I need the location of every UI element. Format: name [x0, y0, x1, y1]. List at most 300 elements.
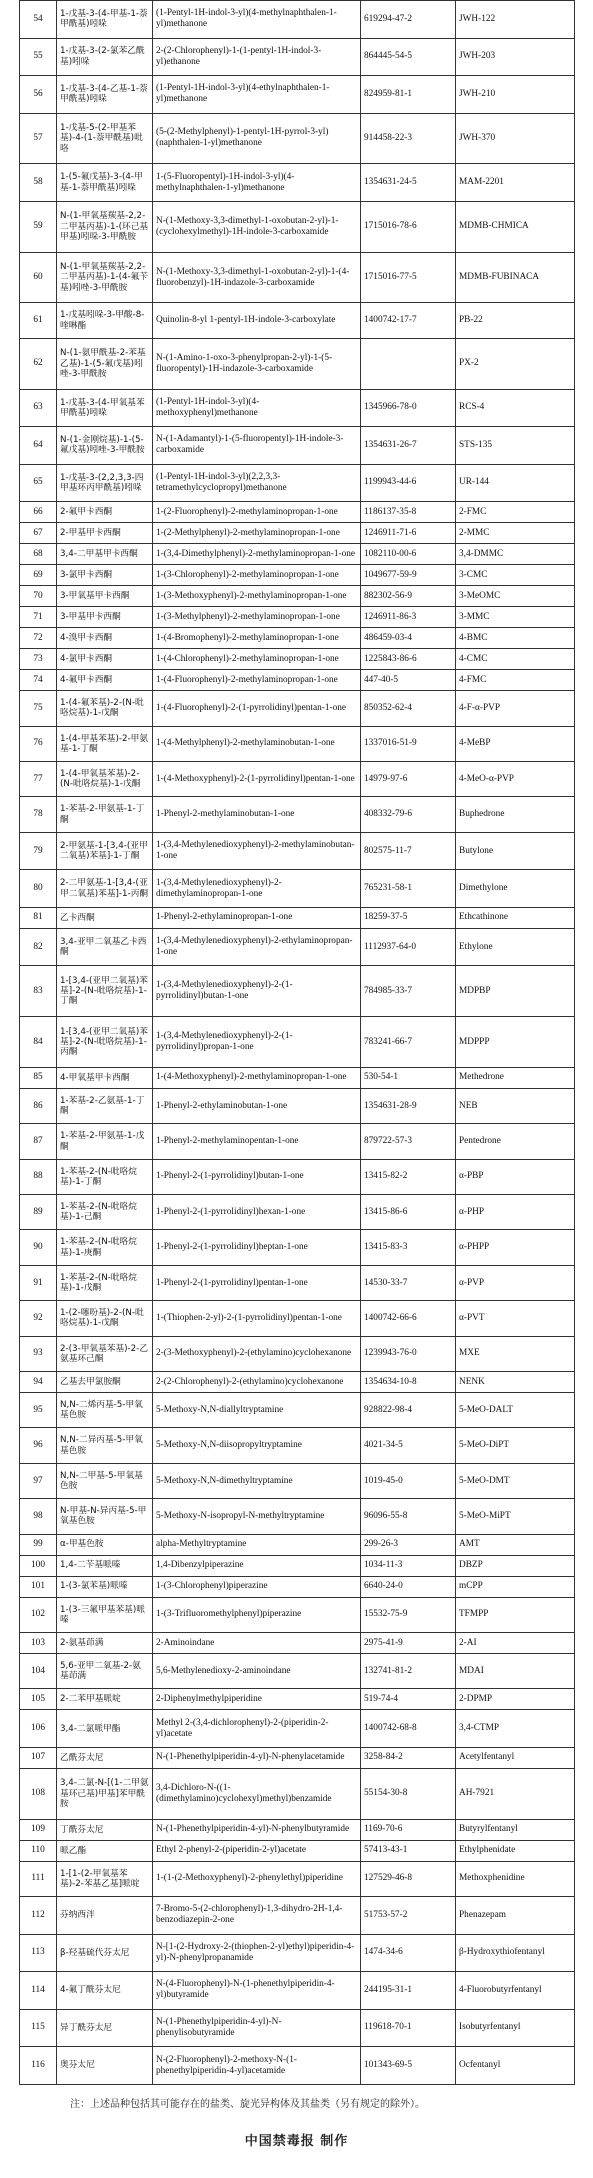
- english-name: 1-Phenyl-2-methylaminopentan-1-one: [153, 1124, 361, 1159]
- abbreviation: 3-CMC: [456, 565, 575, 586]
- row-number: 98: [20, 1499, 57, 1534]
- table-row: [20, 113, 575, 164]
- english-name: Methyl 2-(3,4-dichlorophenyl)-2-(piperidin-2-yl)acetate: [153, 1710, 361, 1748]
- row-number: 62: [20, 338, 57, 389]
- english-name: N-(1-Phenethylpiperidin-4-yl)-N-phenylisobutyramide: [153, 2009, 361, 2047]
- table-row: [20, 502, 575, 523]
- row-number: 59: [20, 201, 57, 252]
- abbreviation: 4-MeBP: [456, 726, 575, 761]
- row-number: 57: [20, 113, 57, 164]
- cas-number: 1400742-17-7: [361, 303, 456, 338]
- chinese-name: 2-二苯甲基哌啶: [57, 1689, 153, 1710]
- chinese-name: 1-苯基-2-(N-吡咯烷基)-1-戊酮: [57, 1265, 153, 1300]
- row-number: 115: [20, 2009, 57, 2047]
- table-row: [20, 1819, 575, 1840]
- row-number: 86: [20, 1088, 57, 1123]
- chinese-name: 3,4-亚甲二氧基乙卡西酮: [57, 928, 153, 966]
- english-name: 1-(3,4-Methylenedioxyphenyl)-2-(1-pyrrolidinyl)propan-1-one: [153, 1017, 361, 1068]
- chinese-name: N-甲基-N-异丙基-5-甲氧基色胺: [57, 1499, 153, 1534]
- cas-number: 1186137-35-8: [361, 502, 456, 523]
- table-row: [20, 1747, 575, 1768]
- abbreviation: MAM-2201: [456, 164, 575, 202]
- abbreviation: JWH-122: [456, 1, 575, 39]
- abbreviation: 3-MeOMC: [456, 586, 575, 607]
- english-name: 1-(3,4-Dimethylphenyl)-2-methylaminopropan-1-one: [153, 544, 361, 565]
- table-row: [20, 649, 575, 670]
- cas-number: 1199943-44-6: [361, 464, 456, 502]
- cas-number: 1400742-68-8: [361, 1710, 456, 1748]
- chinese-name: 2-氟甲卡西酮: [57, 502, 153, 523]
- table-row: [20, 1689, 575, 1710]
- english-name: 2-Aminoindane: [153, 1633, 361, 1654]
- cas-number: 101343-69-5: [361, 2047, 456, 2085]
- row-number: 96: [20, 1428, 57, 1463]
- row-number: 78: [20, 797, 57, 832]
- chinese-name: 3,4-二氯-N-[(1-二甲氨基环己基)甲基]苯甲酰胺: [57, 1768, 153, 1819]
- row-number: 68: [20, 544, 57, 565]
- row-number: 106: [20, 1710, 57, 1748]
- table-row: [20, 1840, 575, 1861]
- english-name: (1-Pentyl-1H-indol-3-yl)(4-methoxyphenyl)methanone: [153, 389, 361, 427]
- english-name: 1-(3,4-Methylenedioxyphenyl)-2-ethylaminopropan-1-one: [153, 928, 361, 966]
- english-name: 5-Methoxy-N-isopropyl-N-methyltryptamine: [153, 1499, 361, 1534]
- table-row: [20, 1336, 575, 1371]
- cas-number: 408332-79-6: [361, 797, 456, 832]
- cas-number: 1049677-59-9: [361, 565, 456, 586]
- table-row: [20, 338, 575, 389]
- table-row: [20, 1265, 575, 1300]
- cas-number: 6640-24-0: [361, 1576, 456, 1597]
- abbreviation: 4-BMC: [456, 628, 575, 649]
- abbreviation: UR-144: [456, 464, 575, 502]
- cas-number: 1246911-71-6: [361, 523, 456, 544]
- english-name: (5-(2-Methylphenyl)-1-pentyl-1H-pyrrol-3-yl)(naphthalen-1-yl)methanone: [153, 113, 361, 164]
- cas-number: 1239943-76-0: [361, 1336, 456, 1371]
- english-name: 5-Methoxy-N,N-diallyltryptamine: [153, 1393, 361, 1428]
- cas-number: 850352-62-4: [361, 691, 456, 726]
- abbreviation: Buphedrone: [456, 797, 575, 832]
- cas-number: 13415-86-6: [361, 1195, 456, 1230]
- english-name: N-(1-Adamantyl)-1-(5-fluoropentyl)-1H-indole-3-carboxamide: [153, 427, 361, 465]
- abbreviation: β-Hydroxythiofentanyl: [456, 1934, 575, 1972]
- abbreviation: α-PVP: [456, 1265, 575, 1300]
- chinese-name: 1-苯基-2-(N-吡咯烷基)-1-丁酮: [57, 1159, 153, 1194]
- english-name: 1-(3,4-Methylenedioxyphenyl)-2-methylaminobutan-1-one: [153, 832, 361, 870]
- table-row: [20, 607, 575, 628]
- table-row: [20, 1654, 575, 1689]
- row-number: 60: [20, 252, 57, 303]
- chinese-name: 丁酰芬太尼: [57, 1819, 153, 1840]
- chinese-name: 乙酰芬太尼: [57, 1747, 153, 1768]
- cas-number: 299-26-3: [361, 1534, 456, 1555]
- row-number: 109: [20, 1819, 57, 1840]
- cas-number: 824959-81-1: [361, 76, 456, 114]
- chinese-name: 1-戊基吲哚-3-甲酸-8-喹啉酯: [57, 303, 153, 338]
- chinese-name: 1-戊基-5-(2-甲基苯基)-4-(1-萘甲酰基)吡咯: [57, 113, 153, 164]
- abbreviation: Pentedrone: [456, 1124, 575, 1159]
- english-name: N-(1-Amino-1-oxo-3-phenylpropan-2-yl)-1-(5-fluoropentyl)-1H-indazole-3-carboxamide: [153, 338, 361, 389]
- chinese-name: 4-氟丁酰芬太尼: [57, 1972, 153, 2010]
- table-row: [20, 761, 575, 796]
- abbreviation: 2-FMC: [456, 502, 575, 523]
- cas-number: 914458-22-3: [361, 113, 456, 164]
- table-row: [20, 1633, 575, 1654]
- table-row: [20, 726, 575, 761]
- english-name: 1-(3-Methylphenyl)-2-methylaminopropan-1-one: [153, 607, 361, 628]
- english-name: Quinolin-8-yl 1-pentyl-1H-indole-3-carboxylate: [153, 303, 361, 338]
- english-name: 3,4-Dichloro-N-((1-(dimethylamino)cyclohexyl)methyl)benzamide: [153, 1768, 361, 1819]
- english-name: 1-Phenyl-2-(1-pyrrolidinyl)heptan-1-one: [153, 1230, 361, 1265]
- chinese-name: N,N-二异丙基-5-甲氧基色胺: [57, 1428, 153, 1463]
- english-name: 1-(Thiophen-2-yl)-2-(1-pyrrolidinyl)pentan-1-one: [153, 1301, 361, 1336]
- row-number: 116: [20, 2047, 57, 2085]
- cas-number: 1019-45-0: [361, 1463, 456, 1498]
- english-name: 1-(4-Chlorophenyl)-2-methylaminopropan-1-one: [153, 649, 361, 670]
- cas-number: 119618-70-1: [361, 2009, 456, 2047]
- row-number: 87: [20, 1124, 57, 1159]
- english-name: N-(2-Fluorophenyl)-2-methoxy-N-(1-phenethylpiperidin-4-yl)acetamide: [153, 2047, 361, 2085]
- table-row: [20, 303, 575, 338]
- table-row: [20, 1195, 575, 1230]
- row-number: 72: [20, 628, 57, 649]
- english-name: 1-(1-(2-Methoxyphenyl)-2-phenylethyl)piperidine: [153, 1861, 361, 1896]
- cas-number: 244195-31-1: [361, 1972, 456, 2010]
- abbreviation: RCS-4: [456, 389, 575, 427]
- english-name: 1-Phenyl-2-ethylaminopropan-1-one: [153, 907, 361, 928]
- row-number: 104: [20, 1654, 57, 1689]
- abbreviation: 5-MeO-DiPT: [456, 1428, 575, 1463]
- row-number: 95: [20, 1393, 57, 1428]
- table-row: [20, 1088, 575, 1123]
- english-name: N-(1-Phenethylpiperidin-4-yl)-N-phenylacetamide: [153, 1747, 361, 1768]
- footnote: 注：上述品种包括其可能存在的盐类、旋光异构体及其盐类（另有规定的除外）。: [70, 2099, 425, 2110]
- row-number: 88: [20, 1159, 57, 1194]
- table-row: [20, 870, 575, 908]
- cas-number: 15532-75-9: [361, 1597, 456, 1632]
- cas-number: 1400742-66-6: [361, 1301, 456, 1336]
- substance-table: [19, 0, 575, 2085]
- abbreviation: TFMPP: [456, 1597, 575, 1632]
- row-number: 61: [20, 303, 57, 338]
- chinese-name: N,N-二烯丙基-5-甲氧基色胺: [57, 1393, 153, 1428]
- chinese-name: 4-溴甲卡西酮: [57, 628, 153, 649]
- table-row: [20, 907, 575, 928]
- cas-number: 14530-33-7: [361, 1265, 456, 1300]
- cas-number: 13415-83-3: [361, 1230, 456, 1265]
- row-number: 55: [20, 38, 57, 76]
- cas-number: 783241-66-7: [361, 1017, 456, 1068]
- row-number: 90: [20, 1230, 57, 1265]
- cas-number: 619294-47-2: [361, 1, 456, 39]
- abbreviation: Ocfentanyl: [456, 2047, 575, 2085]
- table-row: [20, 1499, 575, 1534]
- chinese-name: 2-二甲氨基-1-[3,4-(亚甲二氧基)苯基]-1-丙酮: [57, 870, 153, 908]
- chinese-name: 1-戊基-3-(2-氯苯乙酰基)吲哚: [57, 38, 153, 76]
- row-number: 71: [20, 607, 57, 628]
- row-number: 75: [20, 691, 57, 726]
- chinese-name: 4-氯甲卡西酮: [57, 649, 153, 670]
- cas-number: 1345966-78-0: [361, 389, 456, 427]
- abbreviation: 4-FMC: [456, 670, 575, 691]
- row-number: 70: [20, 586, 57, 607]
- cas-number: 1225843-86-6: [361, 649, 456, 670]
- english-name: 1-(4-Methylphenyl)-2-methylaminobutan-1-one: [153, 726, 361, 761]
- abbreviation: α-PHPP: [456, 1230, 575, 1265]
- abbreviation: 3-MMC: [456, 607, 575, 628]
- english-name: 1-(2-Methylphenyl)-2-methylaminopropan-1-one: [153, 523, 361, 544]
- chinese-name: 2-甲氨基-1-[3,4-(亚甲二氧基)苯基]-1-丁酮: [57, 832, 153, 870]
- chinese-name: 1-戊基-3-(4-甲基-1-萘甲酰基)吲哚: [57, 1, 153, 39]
- row-number: 105: [20, 1689, 57, 1710]
- abbreviation: Methedrone: [456, 1067, 575, 1088]
- row-number: 113: [20, 1934, 57, 1972]
- chinese-name: N-(1-金刚烷基)-1-(5-氟戊基)吲唑-3-甲酰胺: [57, 427, 153, 465]
- cas-number: 1354634-10-8: [361, 1372, 456, 1393]
- row-number: 73: [20, 649, 57, 670]
- abbreviation: α-PHP: [456, 1195, 575, 1230]
- chinese-name: 异丁酰芬太尼: [57, 2009, 153, 2047]
- table-row: [20, 2047, 575, 2085]
- cas-number: 51753-57-2: [361, 1897, 456, 1935]
- cas-number: 1354631-24-5: [361, 164, 456, 202]
- row-number: 74: [20, 670, 57, 691]
- english-name: 5,6-Methylenedioxy-2-aminoindane: [153, 1654, 361, 1689]
- english-name: (1-Pentyl-1H-indol-3-yl)(2,2,3,3-tetramethylcyclopropyl)methanone: [153, 464, 361, 502]
- chinese-name: N-(1-甲氧基羰基-2,2-二甲基丙基)-1-(环己基甲基)吲哚-3-甲酰胺: [57, 201, 153, 252]
- english-name: 1-Phenyl-2-methylaminobutan-1-one: [153, 797, 361, 832]
- chinese-name: 1-苯基-2-甲氨基-1-丁酮: [57, 797, 153, 832]
- chinese-name: β-羟基硫代芬太尼: [57, 1934, 153, 1972]
- chinese-name: 4-氟甲卡西酮: [57, 670, 153, 691]
- english-name: alpha-Methyltryptamine: [153, 1534, 361, 1555]
- row-number: 94: [20, 1372, 57, 1393]
- abbreviation: 2-MMC: [456, 523, 575, 544]
- row-number: 84: [20, 1017, 57, 1068]
- table-row: [20, 389, 575, 427]
- abbreviation: 5-MeO-DALT: [456, 1393, 575, 1428]
- abbreviation: α-PVT: [456, 1301, 575, 1336]
- english-name: N-(1-Methoxy-3,3-dimethyl-1-oxobutan-2-yl)-1-(cyclohexylmethyl)-1H-indole-3-carboxamide: [153, 201, 361, 252]
- table-row: [20, 1159, 575, 1194]
- chinese-name: 2-甲基甲卡西酮: [57, 523, 153, 544]
- table-row: [20, 427, 575, 465]
- english-name: N-(1-Phenethylpiperidin-4-yl)-N-phenylbutyramide: [153, 1819, 361, 1840]
- row-number: 102: [20, 1597, 57, 1632]
- chinese-name: N-(1-氨甲酰基-2-苯基乙基)-1-(5-氟戊基)吲唑-3-甲酰胺: [57, 338, 153, 389]
- english-name: 1-(4-Fluorophenyl)-2-(1-pyrrolidinyl)pentan-1-one: [153, 691, 361, 726]
- cas-number: 879722-57-3: [361, 1124, 456, 1159]
- english-name: 7-Bromo-5-(2-chlorophenyl)-1,3-dihydro-2H-1,4-benzodiazepin-2-one: [153, 1897, 361, 1935]
- abbreviation: Butylone: [456, 832, 575, 870]
- chinese-name: 5,6-亚甲二氧基-2-氨基茚满: [57, 1654, 153, 1689]
- cas-number: 530-54-1: [361, 1067, 456, 1088]
- table-row: [20, 565, 575, 586]
- table-row: [20, 1463, 575, 1498]
- chinese-name: 1-(4-甲氧基苯基)-2-(N-吡咯烷基)-1-戊酮: [57, 761, 153, 796]
- english-name: 1-(3-Methoxyphenyl)-2-methylaminopropan-1-one: [153, 586, 361, 607]
- table-row: [20, 1428, 575, 1463]
- english-name: N-(4-Fluorophenyl)-N-(1-phenethylpiperidin-4-yl)butyramide: [153, 1972, 361, 2010]
- table-row: [20, 1230, 575, 1265]
- cas-number: 1337016-51-9: [361, 726, 456, 761]
- row-number: 56: [20, 76, 57, 114]
- abbreviation: MDAI: [456, 1654, 575, 1689]
- cas-number: 1474-34-6: [361, 1934, 456, 1972]
- table-row: [20, 76, 575, 114]
- abbreviation: Ethylone: [456, 928, 575, 966]
- english-name: N-[1-(2-Hydroxy-2-(thiophen-2-yl)ethyl)piperidin-4-yl)-N-phenylpropanamide: [153, 1934, 361, 1972]
- row-number: 103: [20, 1633, 57, 1654]
- table-row: [20, 586, 575, 607]
- chinese-name: 1,4-二苄基哌嗪: [57, 1555, 153, 1576]
- cas-number: 57413-43-1: [361, 1840, 456, 1861]
- table-row: [20, 1017, 575, 1068]
- english-name: 1-Phenyl-2-(1-pyrrolidinyl)pentan-1-one: [153, 1265, 361, 1300]
- english-name: 1-(4-Methoxyphenyl)-2-methylaminopropan-1-one: [153, 1067, 361, 1088]
- cas-number: 1354631-26-7: [361, 427, 456, 465]
- abbreviation: MDPBP: [456, 966, 575, 1017]
- chinese-name: 3,4-二氯哌甲酯: [57, 1710, 153, 1748]
- table-row: [20, 928, 575, 966]
- cas-number: 1715016-78-6: [361, 201, 456, 252]
- table-row: [20, 1576, 575, 1597]
- chinese-name: 乙卡西酮: [57, 907, 153, 928]
- table-row: [20, 797, 575, 832]
- chinese-name: 1-苯基-2-(N-吡咯烷基)-1-庚酮: [57, 1230, 153, 1265]
- table-row: [20, 832, 575, 870]
- table-row: [20, 201, 575, 252]
- abbreviation: MDPPP: [456, 1017, 575, 1068]
- english-name: 1,4-Dibenzylpiperazine: [153, 1555, 361, 1576]
- abbreviation: MDMB-CHMICA: [456, 201, 575, 252]
- table-row: [20, 544, 575, 565]
- chinese-name: 1-戊基-3-(4-甲氧基苯甲酰基)吲哚: [57, 389, 153, 427]
- abbreviation: JWH-370: [456, 113, 575, 164]
- row-number: 67: [20, 523, 57, 544]
- table-row: [20, 966, 575, 1017]
- chinese-name: N,N-二甲基-5-甲氧基色胺: [57, 1463, 153, 1498]
- abbreviation: 4-F-α-PVP: [456, 691, 575, 726]
- chinese-name: 芬纳西泮: [57, 1897, 153, 1935]
- row-number: 81: [20, 907, 57, 928]
- table-row: [20, 1534, 575, 1555]
- abbreviation: 3,4-CTMP: [456, 1710, 575, 1748]
- english-name: 2-Diphenylmethylpiperidine: [153, 1689, 361, 1710]
- row-number: 58: [20, 164, 57, 202]
- cas-number: 784985-33-7: [361, 966, 456, 1017]
- cas-number: 1169-70-6: [361, 1819, 456, 1840]
- chinese-name: 1-(5-氟戊基)-3-(4-甲基-1-萘甲酰基)吲哚: [57, 164, 153, 202]
- abbreviation: Butyrylfentanyl: [456, 1819, 575, 1840]
- chinese-name: 2-(3-甲氧基苯基)-2-乙氨基环己酮: [57, 1336, 153, 1371]
- row-number: 64: [20, 427, 57, 465]
- row-number: 110: [20, 1840, 57, 1861]
- row-number: 69: [20, 565, 57, 586]
- chinese-name: 1-(3-氯苯基)哌嗪: [57, 1576, 153, 1597]
- abbreviation: NENK: [456, 1372, 575, 1393]
- chinese-name: N-(1-甲氧基羰基-2,2-二甲基丙基)-1-(4-氟苄基)吲唑-3-甲酰胺: [57, 252, 153, 303]
- row-number: 79: [20, 832, 57, 870]
- chinese-name: 1-苯基-2-(N-吡咯烷基)-1-己酮: [57, 1195, 153, 1230]
- table-row: [20, 1897, 575, 1935]
- abbreviation: 4-Fluorobutyrfentanyl: [456, 1972, 575, 2010]
- abbreviation: α-PBP: [456, 1159, 575, 1194]
- english-name: N-(1-Methoxy-3,3-dimethyl-1-oxobutan-2-yl)-1-(4-fluorobenzyl)-1H-indazole-3-carboxamide: [153, 252, 361, 303]
- table-row: [20, 2009, 575, 2047]
- table-row: [20, 1372, 575, 1393]
- abbreviation: 3,4-DMMC: [456, 544, 575, 565]
- cas-number: 1082110-00-6: [361, 544, 456, 565]
- english-name: 1-(3,4-Methylenedioxyphenyl)-2-dimethylaminopropan-1-one: [153, 870, 361, 908]
- cas-number: 882302-56-9: [361, 586, 456, 607]
- cas-number: 3258-84-2: [361, 1747, 456, 1768]
- abbreviation: Phenazepam: [456, 1897, 575, 1935]
- english-name: 1-(3-Chlorophenyl)piperazine: [153, 1576, 361, 1597]
- cas-number: 13415-82-2: [361, 1159, 456, 1194]
- abbreviation: 2-DPMP: [456, 1689, 575, 1710]
- row-number: 83: [20, 966, 57, 1017]
- chinese-name: 2-氨基茚满: [57, 1633, 153, 1654]
- english-name: 1-(4-Methoxyphenyl)-2-(1-pyrrolidinyl)pentan-1-one: [153, 761, 361, 796]
- cas-number: 519-74-4: [361, 1689, 456, 1710]
- abbreviation: MXE: [456, 1336, 575, 1371]
- table-row: [20, 1710, 575, 1748]
- table-row: [20, 1861, 575, 1896]
- cas-number: 127529-46-8: [361, 1861, 456, 1896]
- english-name: 5-Methoxy-N,N-diisopropyltryptamine: [153, 1428, 361, 1463]
- row-number: 99: [20, 1534, 57, 1555]
- english-name: 2-(2-Chlorophenyl)-2-(ethylamino)cyclohexanone: [153, 1372, 361, 1393]
- table-row: [20, 1934, 575, 1972]
- row-number: 82: [20, 928, 57, 966]
- chinese-name: 1-(4-甲基苯基)-2-甲氨基-1-丁酮: [57, 726, 153, 761]
- cas-number: 1246911-86-3: [361, 607, 456, 628]
- chinese-name: 4-甲氧基甲卡西酮: [57, 1067, 153, 1088]
- abbreviation: JWH-203: [456, 38, 575, 76]
- english-name: 1-Phenyl-2-(1-pyrrolidinyl)butan-1-one: [153, 1159, 361, 1194]
- table-row: [20, 1972, 575, 2010]
- cas-number: 55154-30-8: [361, 1768, 456, 1819]
- table-row: [20, 523, 575, 544]
- chinese-name: 1-[3,4-(亚甲二氧基)苯基]-2-(N-吡咯烷基)-1-丙酮: [57, 1017, 153, 1068]
- abbreviation: 5-MeO-DMT: [456, 1463, 575, 1498]
- table-row: [20, 1301, 575, 1336]
- table-row: [20, 1067, 575, 1088]
- english-name: 1-(3-Chlorophenyl)-2-methylaminopropan-1-one: [153, 565, 361, 586]
- table-row: [20, 691, 575, 726]
- row-number: 111: [20, 1861, 57, 1896]
- cas-number: 486459-03-4: [361, 628, 456, 649]
- table-row: [20, 1124, 575, 1159]
- abbreviation: STS-135: [456, 427, 575, 465]
- english-name: 1-(4-Fluorophenyl)-2-methylaminopropan-1-one: [153, 670, 361, 691]
- chinese-name: α-甲基色胺: [57, 1534, 153, 1555]
- table-row: [20, 670, 575, 691]
- abbreviation: 4-MeO-α-PVP: [456, 761, 575, 796]
- cas-number: 96096-55-8: [361, 1499, 456, 1534]
- row-number: 65: [20, 464, 57, 502]
- cas-number: [361, 338, 456, 389]
- table-row: [20, 252, 575, 303]
- cas-number: 132741-81-2: [361, 1654, 456, 1689]
- cas-number: 2975-41-9: [361, 1633, 456, 1654]
- chinese-name: 3-甲基甲卡西酮: [57, 607, 153, 628]
- english-name: Ethyl 2-phenyl-2-(piperidin-2-yl)acetate: [153, 1840, 361, 1861]
- english-name: (1-Pentyl-1H-indol-3-yl)(4-ethylnaphthalen-1-yl)methanone: [153, 76, 361, 114]
- row-number: 97: [20, 1463, 57, 1498]
- cas-number: 765231-58-1: [361, 870, 456, 908]
- abbreviation: NEB: [456, 1088, 575, 1123]
